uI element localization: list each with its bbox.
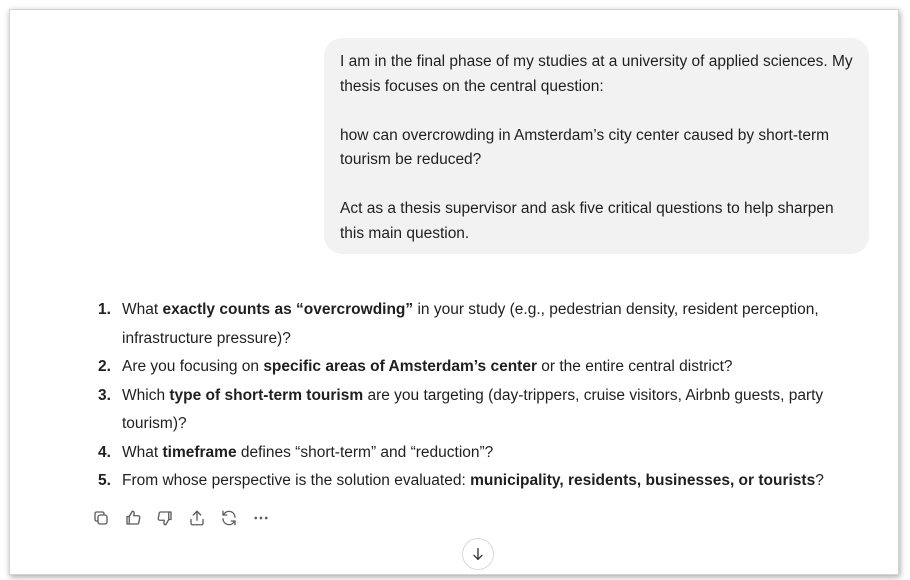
arrow-down-icon — [470, 546, 486, 562]
copy-button[interactable] — [90, 507, 112, 529]
copy-icon — [92, 509, 110, 527]
answer-emphasis: exactly counts as “overcrowding” — [162, 301, 414, 318]
message-actions-bar — [90, 507, 282, 529]
user-message-paragraph: how can overcrowding in Amsterdam’s city center caused by short-term tourism be reduced? — [340, 126, 830, 168]
answer-item-number: 1. — [98, 301, 111, 318]
user-message-bubble — [324, 38, 869, 254]
answer-text: Which — [122, 386, 170, 404]
answer-item — [94, 467, 864, 496]
answer-text: or the entire central district? — [536, 358, 733, 375]
thumbs-up-icon — [124, 509, 142, 527]
answer-item — [94, 296, 864, 353]
share-icon — [188, 509, 206, 527]
answer-text: Are you focusing on — [122, 358, 264, 375]
assistant-answer-list — [94, 296, 864, 496]
answer-emphasis: timeframe — [162, 443, 237, 461]
regenerate-icon — [220, 509, 238, 527]
answer-text: What — [122, 301, 163, 318]
more-icon — [252, 509, 270, 527]
user-message-paragraph: I am in the final phase of my studies at a university of applied sciences. My thesis focuses on the central question: — [340, 53, 853, 95]
answer-item-number: 5. — [98, 472, 111, 489]
answer-text: From whose perspective is the solution evaluated: — [122, 472, 471, 489]
thumbs-up-button[interactable] — [122, 507, 144, 529]
thumbs-down-icon — [156, 509, 174, 527]
share-button[interactable] — [186, 507, 208, 529]
chat-window — [9, 9, 899, 575]
answer-item-number: 2. — [98, 358, 111, 375]
answer-text: ? — [815, 472, 824, 489]
answer-emphasis: specific areas of Amsterdam’s center — [263, 358, 537, 375]
answer-item-number: 4. — [98, 443, 111, 461]
answer-text: What — [122, 443, 163, 461]
answer-item — [94, 353, 864, 382]
answer-emphasis: municipality, residents, businesses, or tourists — [470, 472, 816, 489]
thumbs-down-button[interactable] — [154, 507, 176, 529]
answer-text: in your study (e.g., pedestrian density, resident perception, infrastructure pressure)? — [122, 301, 819, 347]
answer-item-number: 3. — [98, 386, 111, 404]
answer-item — [94, 439, 864, 468]
user-message-paragraph: Act as a thesis supervisor and ask five critical questions to help sharpen this main question. — [340, 200, 834, 242]
regenerate-button[interactable] — [218, 507, 240, 529]
scroll-to-bottom-button[interactable] — [462, 538, 494, 570]
answer-emphasis: type of short-term tourism — [169, 386, 364, 404]
answer-text: are you targeting (day-trippers, cruise visitors, Airbnb guests, party tourism)? — [122, 386, 824, 432]
answer-text: defines “short-term” and “reduction”? — [236, 443, 494, 461]
more-options-button[interactable] — [250, 507, 272, 529]
answer-item — [94, 382, 864, 439]
